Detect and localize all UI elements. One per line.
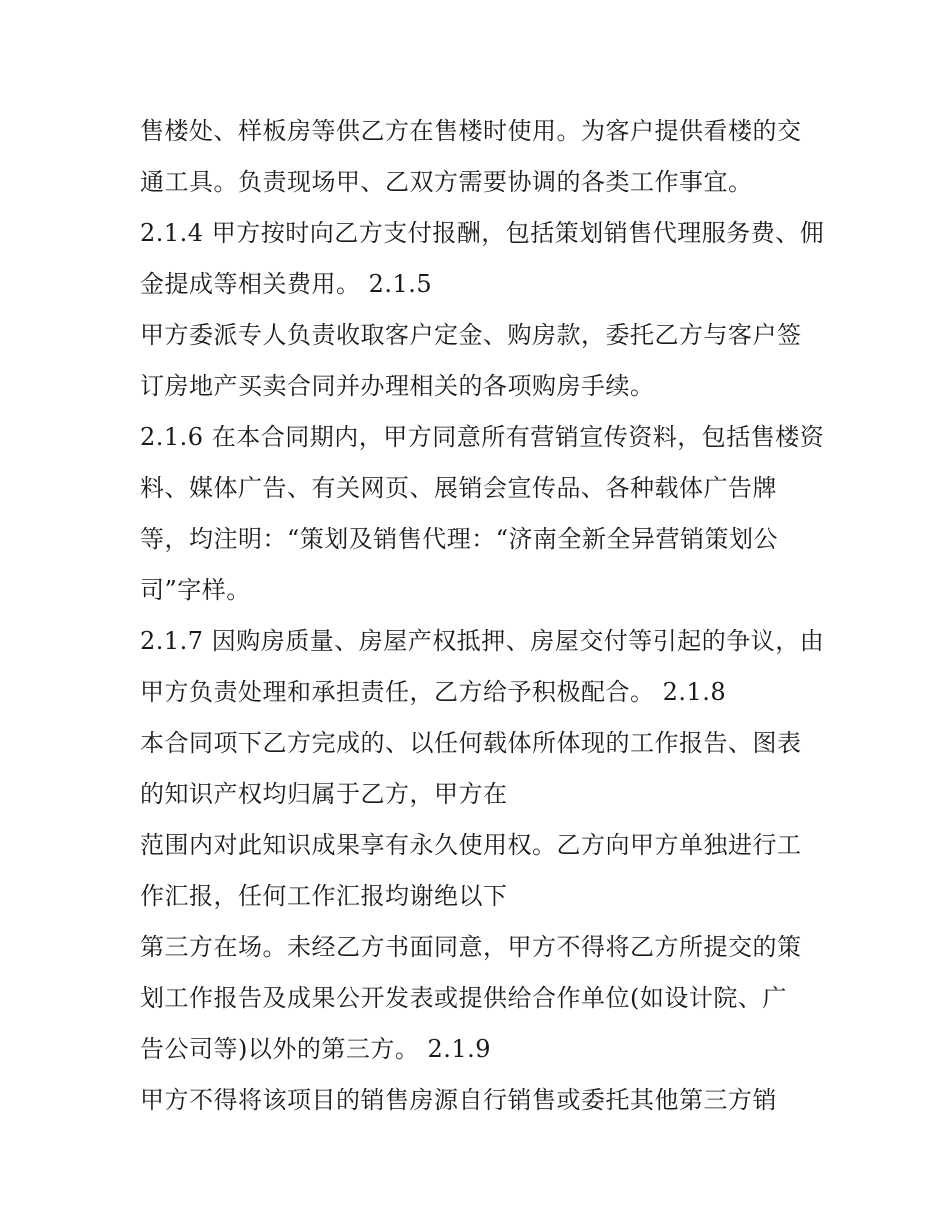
text-line: 作汇报，任何工作汇报均谢绝以下	[140, 882, 508, 910]
text-line: 2.1.7 因购房质量、房屋产权抵押、房屋交付等引起的争议，由	[140, 627, 825, 655]
text-line: 金提成等相关费用。 2.1.5	[140, 270, 433, 298]
text-line: 甲方不得将该项目的销售房源自行销售或委托其他第三方销	[140, 1086, 777, 1114]
text-line: 2.1.4 甲方按时向乙方支付报酬，包括策划销售代理服务费、佣	[140, 219, 825, 247]
text-line: 范围内对此知识成果享有永久使用权。乙方向甲方单独进行工	[140, 831, 802, 859]
text-line: 告公司等)以外的第三方。 2.1.9	[140, 1035, 492, 1063]
text-line: 的知识产权均归属于乙方，甲方在	[140, 780, 508, 808]
text-line: 订房地产买卖合同并办理相关的各项购房手续。	[140, 372, 655, 400]
text-line: 售楼处、样板房等供乙方在售楼时使用。为客户提供看楼的交	[140, 117, 802, 145]
text-line: 通工具。负责现场甲、乙双方需要协调的各类工作事宜。	[140, 168, 753, 196]
text-line: 料、媒体广告、有关网页、展销会宣传品、各种载体广告牌	[140, 474, 777, 502]
text-line: 2.1.6 在本合同期内，甲方同意所有营销宣传资料，包括售楼资	[140, 423, 825, 451]
document-body	[140, 106, 825, 1126]
text-line: 甲方负责处理和承担责任，乙方给予积极配合。 2.1.8	[140, 678, 727, 706]
text-line: 等，均注明：“策划及销售代理：“济南全新全异营销策划公	[140, 525, 779, 553]
text-line: 划工作报告及成果公开发表或提供给合作单位(如设计院、广	[140, 984, 787, 1012]
text-line: 甲方委派专人负责收取客户定金、购房款，委托乙方与客户签	[140, 321, 802, 349]
text-line: 司”字样。	[140, 576, 251, 604]
text-line: 本合同项下乙方完成的、以任何载体所体现的工作报告、图表	[140, 729, 802, 757]
text-line: 第三方在场。未经乙方书面同意，甲方不得将乙方所提交的策	[140, 933, 802, 961]
